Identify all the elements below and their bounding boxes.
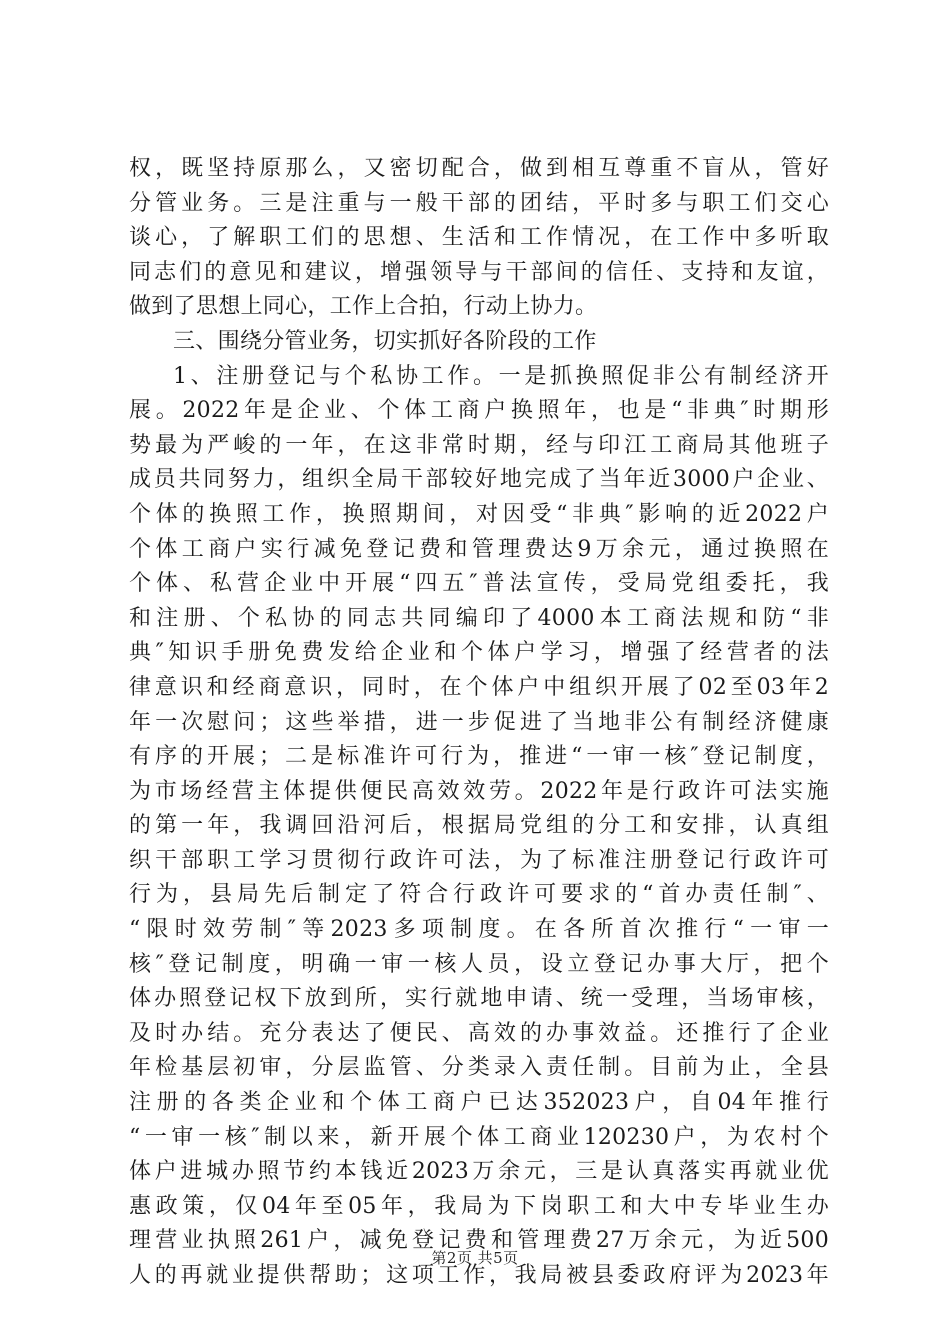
text-line: 及时办结。充分表达了便民、高效的办事效益。还推行了企业	[129, 1020, 829, 1046]
body-text	[129, 152, 829, 1294]
text-line: 分管业务。三是注重与一般干部的团结，平时多与职工们交心	[129, 190, 829, 216]
text-line: 的第一年，我调回沿河后，根据局党组的分工和安排，认真组	[129, 813, 829, 839]
text-line: 典″知识手册免费发给企业和个体户学习，增强了经营者的法	[129, 640, 829, 666]
text-line: 有序的开展；二是标准许可行为，推进“一审一核″登记制度，	[129, 744, 829, 770]
text-line: 体办照登记权下放到所，实行就地申请、统一受理，当场审核，	[129, 986, 829, 1012]
text-line: 体户进城办照节约本钱近2023万余元，三是认真落实再就业优	[129, 1159, 829, 1185]
text-line: “限时效劳制″等2023多项制度。在各所首次推行“一审一	[129, 917, 829, 943]
text-line: 核″登记制度，明确一审一核人员，设立登记办事大厅，把个	[129, 951, 829, 977]
text-line: 注册的各类企业和个体工商户已达352023户，自04年推行	[129, 1090, 829, 1116]
text-line: 律意识和经商意识，同时，在个体户中组织开展了02至03年2	[129, 674, 829, 700]
text-line: 谈心，了解职工们的思想、生活和工作情况，在工作中多听取	[129, 225, 829, 251]
text-line: 人的再就业提供帮助；这项工作，我局被县委政府评为2023年	[129, 1263, 829, 1288]
text-line: 理营业执照261户，减免登记费和管理费27万余元，为近500	[129, 1228, 829, 1254]
text-line: 势最为严峻的一年，在这非常时期，经与印江工商局其他班子	[129, 432, 829, 458]
text-line: 个体的换照工作，换照期间，对因受“非典″影响的近2022户	[129, 501, 829, 527]
text-line: 三、围绕分管业务，切实抓好各阶段的工作	[173, 328, 597, 354]
text-line: 个体工商户实行减免登记费和管理费达9万余元，通过换照在	[129, 536, 829, 562]
text-line: 为市场经营主体提供便民高效效劳。2022年是行政许可法实施	[129, 778, 829, 804]
text-line: 年一次慰问；这些举措，进一步促进了当地非公有制经济健康	[129, 709, 829, 735]
text-line: 行为，县局先后制定了符合行政许可要求的“首办责任制″、	[129, 882, 829, 908]
text-line: 织干部职工学习贯彻行政许可法，为了标准注册登记行政许可	[129, 847, 829, 873]
text-line: 年检基层初审，分层监管、分类录入责任制。目前为止，全县	[129, 1055, 829, 1081]
text-line: 做到了思想上同心，工作上合拍，行动上协力。	[129, 294, 598, 320]
text-line: 1、注册登记与个私协工作。一是抓换照促非公有制经济开	[173, 363, 829, 389]
text-line: 同志们的意见和建议，增强领导与干部间的信任、支持和友谊，	[129, 259, 829, 285]
text-line: 展。2022年是企业、个体工商户换照年，也是“非典″时期形	[129, 398, 829, 424]
text-line: “一审一核″制以来，新开展个体工商业120230户，为农村个	[129, 1124, 829, 1150]
text-line: 惠政策，仅04年至05年，我局为下岗职工和大中专毕业生办	[129, 1193, 829, 1219]
text-line: 成员共同努力，组织全局干部较好地完成了当年近3000户企业、	[129, 467, 829, 493]
text-line: 权，既坚持原那么，又密切配合，做到相互尊重不盲从，管好	[129, 156, 829, 181]
text-line: 和注册、个私协的同志共同编印了4000本工商法规和防“非	[129, 605, 829, 631]
page-number-footer: 第2页 共5页	[431, 1249, 519, 1267]
text-line: 个体、私营企业中开展“四五″普法宣传，受局党组委托，我	[129, 571, 829, 597]
